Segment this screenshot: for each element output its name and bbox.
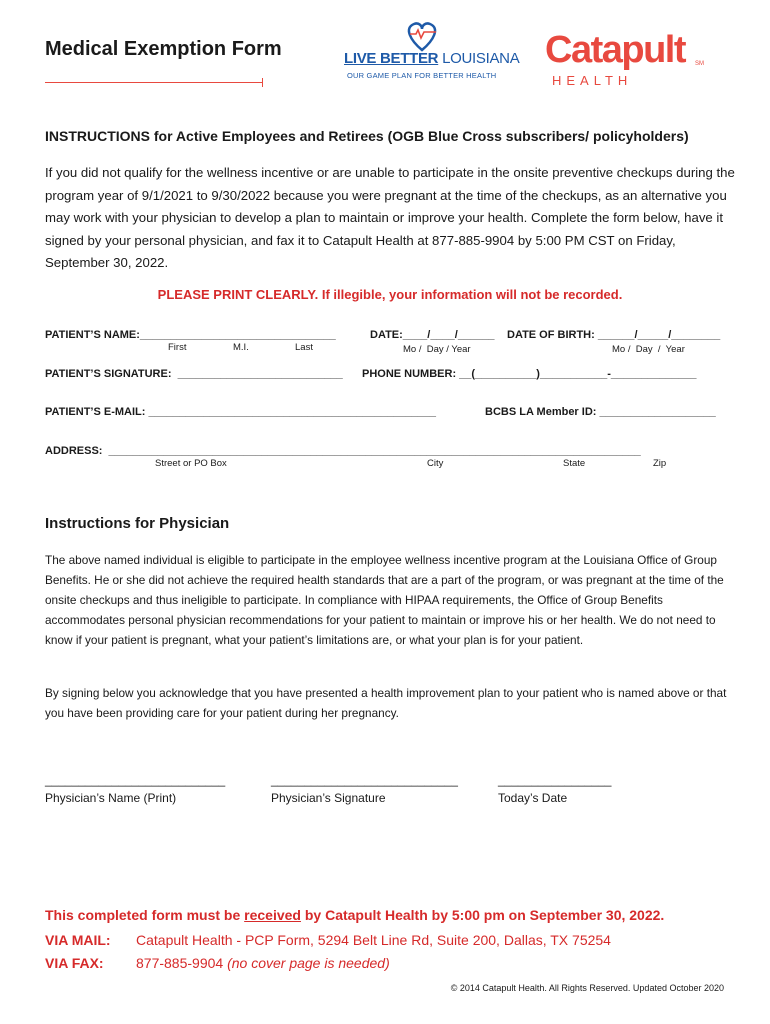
name-last-label: Last (295, 342, 313, 353)
form-title: Medical Exemption Form (45, 38, 282, 60)
address-city-label: City (427, 458, 444, 469)
physician-paragraph-2: By signing below you acknowledge that you have presented a health improvement plan to your patient who is named above or that you have been providing care for your patient during her pregnancy. (45, 686, 727, 720)
date-of-birth-field[interactable]: DATE OF BIRTH: ______/_____/________ (507, 329, 721, 341)
copyright-notice: © 2014 Catapult Health. All Rights Reserved. Updated October 2020 (450, 983, 724, 993)
date-format-label: Mo / Day / Year (403, 344, 471, 355)
name-first-label: First (168, 342, 187, 353)
instructions-body: If you did not qualify for the wellness incentive or are unable to participate in the onsite preventive checkups during the program year of 9/1/2021 to 9/30/2022 because you were pregnant at the time of the checkups, as an alternative you may work with your physician to develop a plan to maintain or improve your health. Complete the form below, have it signed by your personal physician, and fax it to Catapult Health at 877-885-9904 by 5:00 PM CST on Friday, September 30, 2022. (45, 165, 735, 270)
fax-number: 877-885-9904 (136, 955, 224, 971)
title-underline (45, 82, 263, 83)
catapult-health-logo (545, 29, 725, 95)
via-mail-label: VIA MAIL: (45, 932, 111, 948)
via-fax-value-row (136, 955, 390, 971)
address-street-label: Street or PO Box (155, 458, 227, 469)
deadline-notice (45, 907, 664, 923)
via-mail-row (45, 932, 111, 948)
logo-louisiana: LOUISIANA (442, 50, 520, 67)
todays-date-line[interactable]: _________________ (498, 773, 612, 787)
via-mail-address: Catapult Health - PCP Form, 5294 Belt Line Rd, Suite 200, Dallas, TX 75254 (136, 932, 611, 948)
logo-live-better: LIVE BETTER (344, 50, 439, 67)
physician-paragraph-1: The above named individual is eligible to participate in the employee wellness incentive program at the Louisiana Office of Group Benefits. He or she did not achieve the required health standards that are a part of the program, or was pregnant at the time of the onsite checkups and thus ineligible to participate. In compliance with HIPAA requirements, the Office of Group Benefits accommodates personal physician recommendations for your patient to maintain or improve his or her health. We do not need to know if your patient is pregnant, what your patient’s limitations are, or what your plan is for your patient. (45, 553, 724, 647)
todays-date-label: Today’s Date (498, 791, 568, 805)
physician-instructions-heading: Instructions for Physician (45, 515, 230, 532)
deadline-text-b: by Catapult Health by 5:00 pm on September 30, 2022. (300, 907, 665, 923)
phone-number-field[interactable]: PHONE NUMBER: __(__________)___________-______________ (362, 368, 697, 380)
instructions-heading: INSTRUCTIONS for Active Employees and Retirees (OGB Blue Cross subscribers/ policyholders) (45, 128, 689, 144)
logo-tagline: OUR GAME PLAN FOR BETTER HEALTH (347, 71, 497, 80)
live-better-louisiana-logo (340, 20, 520, 92)
dob-format-label: Mo / Day / Year (612, 344, 685, 355)
print-clearly-notice: PLEASE PRINT CLEARLY. If illegible, your information will not be recorded. (157, 287, 623, 302)
fax-note: (no cover page is needed) (227, 955, 390, 971)
address-state-label: State (563, 458, 586, 469)
physician-name-label: Physician’s Name (Print) (45, 791, 177, 805)
catapult-health-word: HEALTH (552, 73, 633, 88)
via-fax-label: VIA FAX: (45, 955, 104, 971)
physician-name-line[interactable]: ___________________________ (45, 773, 226, 787)
name-mi-label: M.I. (233, 342, 249, 353)
deadline-received: received (244, 907, 301, 923)
title-underline-tick (262, 78, 263, 87)
catapult-wordmark: Catapult (545, 29, 685, 71)
address-zip-label: Zip (653, 458, 667, 469)
bcbs-member-id-field[interactable]: BCBS LA Member ID: ___________________ (485, 406, 716, 418)
patient-email-field[interactable]: PATIENT’S E-MAIL: _______________________________________________ (45, 406, 437, 418)
via-fax-row (45, 955, 104, 971)
patient-signature-field[interactable]: PATIENT’S SIGNATURE: ___________________________ (45, 368, 343, 380)
patient-name-field[interactable]: PATIENT’S NAME:________________________________ (45, 329, 336, 341)
catapult-sm-mark: SM (695, 61, 704, 67)
physician-signature-label: Physician’s Signature (271, 791, 386, 805)
physician-signature-line[interactable]: ____________________________ (271, 773, 458, 787)
date-field[interactable]: DATE:____/____/______ (370, 329, 495, 341)
deadline-text-a: This completed form must be (45, 907, 245, 923)
address-field[interactable]: ADDRESS: _______________________________________________________________________________________ (45, 445, 641, 457)
